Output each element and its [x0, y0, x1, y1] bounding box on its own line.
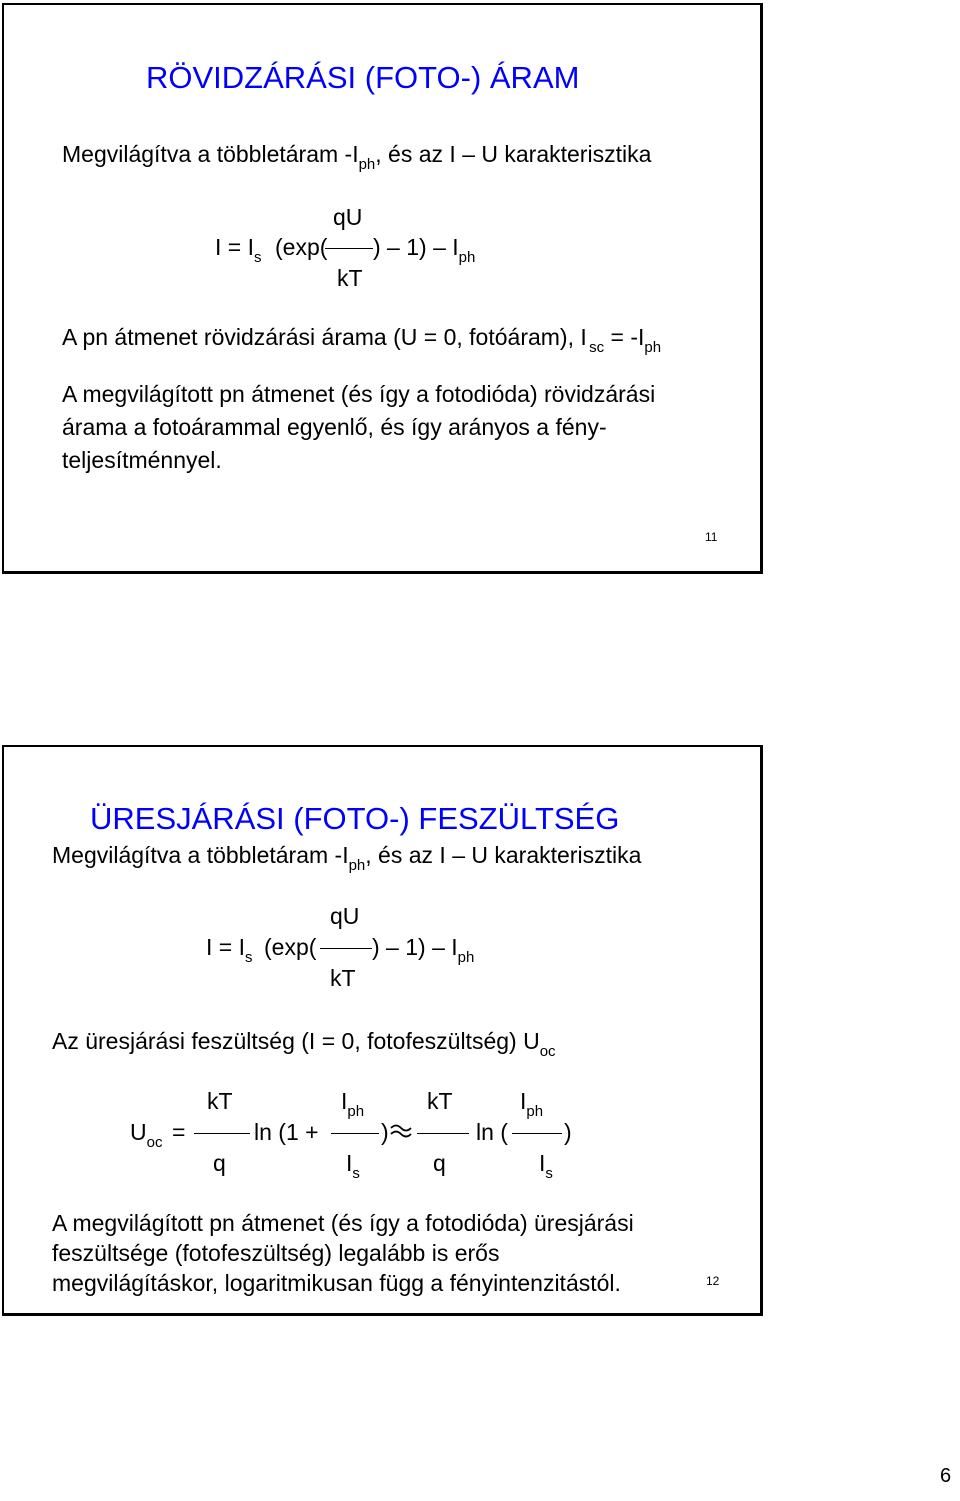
equation-exp: (exp( — [275, 234, 328, 260]
formula-is-1: $I_s$ — [346, 1150, 360, 1182]
paragraph-line-1: A megvilágított pn átmenet (és így a fotodióda) üresjárási — [52, 1210, 634, 1236]
slide-page-number: 12 — [706, 1274, 720, 1288]
equation-left: $I = I_s$ — [215, 234, 262, 266]
paragraph-line-3: teljesítménnyel. — [62, 447, 222, 473]
intro-line: Megvilágítva a többletáram $-I_{ph}$, és az I – U karakterisztika — [52, 842, 642, 874]
equation-right: ) – $1) - I_{ph}$ — [373, 234, 476, 266]
formula-iph-2: $I_{ph}$ — [520, 1088, 544, 1120]
short-circuit-line: A pn átmenet rövidzárási árama (U = 0, fotóáram), I $_{sc} = -I_{ph}$ — [62, 324, 662, 356]
fraction-bar — [194, 1133, 250, 1134]
formula-q-2: q — [433, 1150, 446, 1176]
formula-kt-1: kT — [207, 1088, 233, 1114]
fraction-bar — [320, 948, 372, 949]
formula-ln-1: ln (1 + — [254, 1119, 319, 1145]
formula-close-1: ) — [381, 1119, 389, 1145]
equation-numerator: qU — [333, 204, 363, 230]
slide-title: RÖVIDZÁRÁSI (FOTO-) ÁRAM — [146, 60, 580, 95]
formula-iph-1: $I_{ph}$ — [341, 1088, 365, 1120]
equation-denominator: kT — [330, 965, 356, 991]
paragraph-line-3: megvilágításkor, logaritmikusan függ a fényintenzitástól. — [52, 1270, 621, 1296]
paragraph-line-2: árama a fotoárammal egyenlő, és így arányos a fény- — [62, 414, 607, 440]
formula-equals: = — [172, 1119, 186, 1145]
equation-denominator: kT — [337, 265, 363, 291]
sheet-page-number: 6 — [940, 1465, 952, 1487]
intro-line: Megvilágítva a többletáram $-I_{ph}$, és az I – U karakterisztika — [62, 141, 652, 173]
fraction-bar — [512, 1133, 562, 1134]
equation-numerator: qU — [330, 903, 360, 929]
equation-exp: (exp( — [264, 934, 317, 960]
equation-left: $I = I_s$ — [206, 934, 253, 966]
formula-is-2: $I_s$ — [539, 1150, 553, 1182]
fraction-bar — [325, 248, 373, 249]
fraction-bar — [331, 1133, 379, 1134]
formula-lhs: $U_{oc}$ — [130, 1119, 163, 1151]
fraction-bar — [417, 1133, 469, 1134]
formula-q-1: q — [213, 1150, 226, 1176]
paragraph-line-2: feszültsége (fotofeszültség) legalább is erős — [52, 1240, 500, 1266]
formula-ln-2: ln ( — [476, 1119, 508, 1145]
open-circuit-line: Az üresjárási feszültség (I = 0, fotofeszültség) $U_{oc}$ — [52, 1028, 556, 1060]
equation-right: ) – $1) - I_{ph}$ — [372, 934, 475, 966]
formula-kt-2: kT — [427, 1088, 453, 1114]
slide-title: ÜRESJÁRÁSI (FOTO-) FESZÜLTSÉG — [90, 801, 620, 836]
formula-close-2: ) — [564, 1119, 572, 1145]
slide-page-number: 11 — [705, 530, 718, 544]
paragraph-line-1: A megvilágított pn átmenet (és így a fotodióda) rövidzárási — [62, 381, 656, 407]
slide-open-circuit-voltage — [2, 745, 763, 1316]
slide-short-circuit-current — [2, 3, 763, 574]
approx-symbol — [389, 1122, 413, 1138]
